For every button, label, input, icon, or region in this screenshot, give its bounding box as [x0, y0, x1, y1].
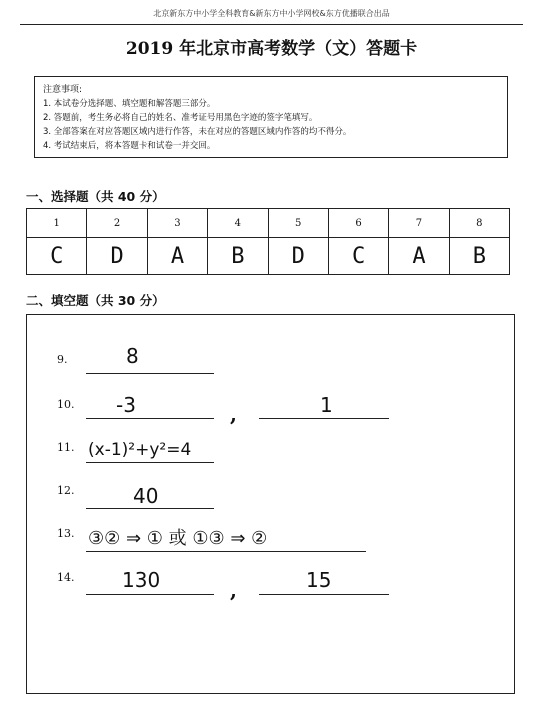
fill-in-answer-box	[26, 314, 515, 694]
question-number: 12.	[57, 484, 75, 497]
notice-heading: 注意事项:	[43, 85, 83, 95]
answer-line	[86, 594, 214, 595]
question-number: 3	[147, 209, 207, 238]
choice-answer: A	[147, 238, 207, 275]
notice-box	[34, 76, 508, 158]
handwritten-answer: -3	[116, 393, 136, 417]
notice-item: 4. 考试结束后，将本答题卡和试卷一并交回。	[43, 141, 216, 151]
notice-item: 1. 本试卷分选择题、填空题和解答题三部分。	[43, 99, 216, 109]
choice-answer: B	[208, 238, 268, 275]
question-number: 11.	[57, 441, 75, 454]
answer-separator: ,	[230, 578, 237, 602]
answer-line	[86, 551, 366, 552]
question-number: 13.	[57, 527, 75, 540]
handwritten-answer: ③② ⇒ ① 或 ①③ ⇒ ②	[88, 528, 268, 549]
handwritten-answer: 15	[306, 568, 332, 592]
choice-answer-table	[26, 208, 510, 275]
question-number: 7	[389, 209, 449, 238]
answer-line	[86, 418, 214, 419]
question-number: 9.	[57, 353, 68, 366]
question-number: 6	[328, 209, 388, 238]
answer-separator: ,	[230, 402, 237, 426]
answer-line	[86, 462, 214, 463]
notice-item: 3. 全部答案在对应答题区域内进行作答，未在对应的答题区域内作答的均不得分。	[43, 127, 352, 137]
choice-answer: A	[389, 238, 449, 275]
answer-line	[86, 508, 214, 509]
question-number: 10.	[57, 398, 75, 411]
handwritten-answer: 1	[320, 393, 333, 417]
answer-line	[259, 594, 389, 595]
source-line: 北京新东方中小学全科教育&新东方中小学网校&东方优播联合出品	[153, 9, 390, 18]
choice-answer: D	[87, 238, 147, 275]
answer-line	[259, 418, 389, 419]
answer-line	[86, 373, 214, 374]
question-number: 8	[449, 209, 509, 238]
question-number: 14.	[57, 571, 75, 584]
choice-answer: B	[449, 238, 509, 275]
section2-title: 二、填空题（共 30 分）	[26, 293, 165, 308]
question-number: 5	[268, 209, 328, 238]
choice-answer: D	[268, 238, 328, 275]
notice-item: 2. 答题前，考生务必将自己的姓名、准考证号用黑色字迹的签字笔填写。	[43, 113, 318, 123]
page-title: 2019 年北京市高考数学（文）答题卡	[125, 39, 418, 59]
handwritten-answer: (x-1)²+y²=4	[88, 440, 192, 460]
handwritten-answer: 130	[122, 568, 161, 592]
question-number: 1	[27, 209, 87, 238]
header-divider	[20, 24, 523, 25]
question-number: 4	[208, 209, 268, 238]
choice-answer: C	[328, 238, 388, 275]
choice-answer: C	[27, 238, 87, 275]
question-number: 2	[87, 209, 147, 238]
handwritten-answer: 40	[133, 484, 159, 508]
handwritten-answer: 8	[126, 344, 139, 368]
section1-title: 一、选择题（共 40 分）	[26, 189, 165, 204]
